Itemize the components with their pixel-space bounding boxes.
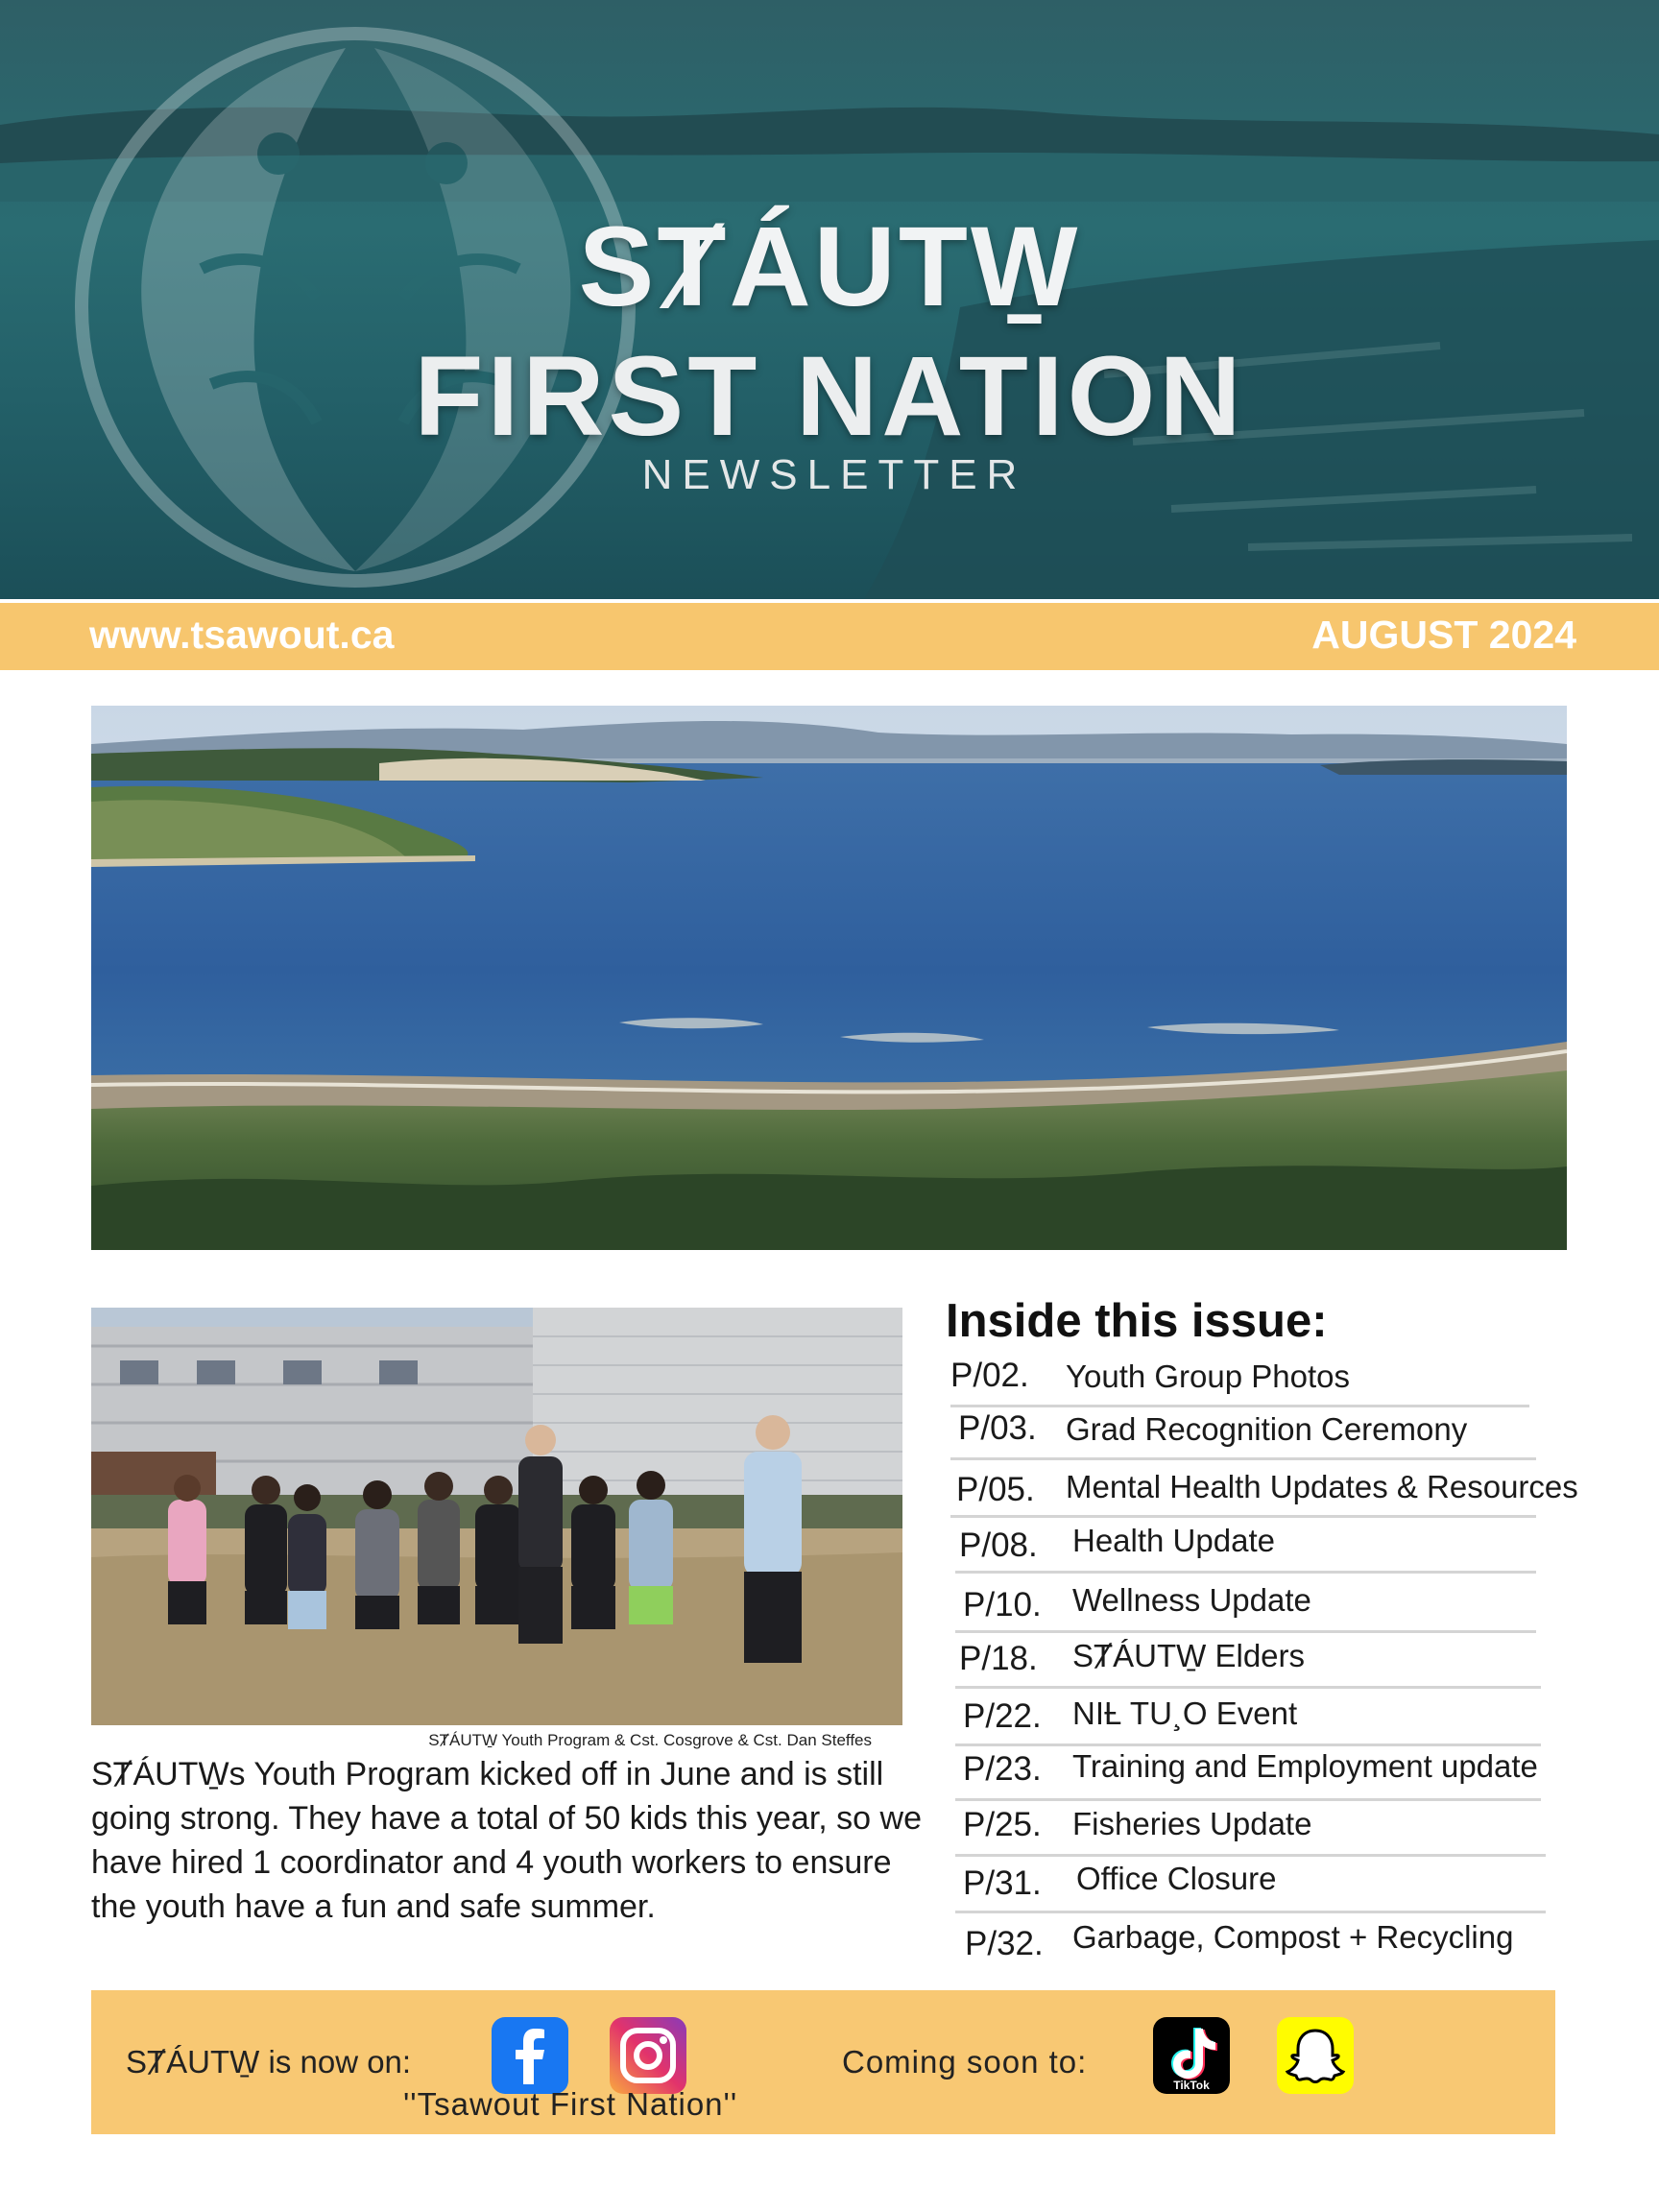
toc-page-number: P/22. [963, 1697, 1042, 1735]
date-bar [0, 603, 1659, 670]
toc-page-number: P/02. [950, 1357, 1029, 1394]
photo-caption: SȾÁUTW̱ Youth Program & Cst. Cosgrove & Cst. Dan Steffes [428, 1731, 872, 1749]
toc-page-number: P/31. [963, 1864, 1042, 1902]
toc-item-title: Wellness Update [1072, 1582, 1311, 1618]
toc-item-title: Mental Health Updates & Resources [1066, 1469, 1578, 1504]
coastline-photo [91, 706, 1567, 1250]
toc-item-title: NIȽ TU¸O Event [1072, 1695, 1298, 1731]
coming-soon-label: Coming soon to: [842, 2044, 1088, 2080]
toc-item-mental-health[interactable] [950, 1459, 1578, 1518]
toc-item-health-update[interactable] [955, 1515, 1536, 1574]
masthead-banner [0, 0, 1659, 599]
toc-page-number: P/32. [965, 1925, 1044, 1962]
toc-page-number: P/25. [963, 1806, 1042, 1843]
toc-item-title: Health Update [1072, 1523, 1275, 1558]
toc-item-title: SȾÁUTW̱ Elders [1072, 1638, 1306, 1673]
toc-item-wellness-update[interactable] [955, 1575, 1536, 1633]
instagram-icon[interactable] [610, 2017, 686, 2094]
toc-item-elders[interactable] [955, 1630, 1541, 1689]
youth-program-story: SȾÁUTW̱s Youth Program kicked off in June and is still going strong. They have a total of 50 kids this year, so we have hired 1 coordinator and 4 youth workers to ensure the youth have a fun and safe summer. [91, 1756, 922, 1925]
toc-page-number: P/10. [963, 1586, 1042, 1623]
toc-heading: Inside this issue: [946, 1295, 1328, 1347]
toc-page-number: P/18. [959, 1640, 1038, 1677]
toc-page-number: P/03. [958, 1409, 1037, 1447]
snapchat-icon[interactable] [1277, 2017, 1354, 2094]
toc-item-office-closure[interactable] [955, 1855, 1546, 1913]
toc-page-number: P/23. [963, 1750, 1042, 1788]
toc-item-title: Garbage, Compost + Recycling [1072, 1919, 1514, 1955]
toc-item-garbage-compost[interactable] [955, 1913, 1546, 1969]
youth-program-photo [91, 1308, 902, 1725]
facebook-handle: ''Tsawout First Nation'' [403, 2086, 738, 2122]
toc-item-title: Office Closure [1076, 1861, 1277, 1896]
now-on-label: SȾÁUTW̱ is now on: [126, 2044, 412, 2080]
social-media-bar [91, 1990, 1555, 2134]
issue-date: AUGUST 2024 [1311, 613, 1576, 657]
toc-item-title: Training and Employment update [1072, 1748, 1538, 1784]
toc-item-title: Fisheries Update [1072, 1806, 1312, 1841]
masthead-title-line1: SȾÁUTW̱ [578, 204, 1081, 330]
toc-item-fisheries-update[interactable] [955, 1798, 1546, 1857]
toc-item-youth-group-photos[interactable] [950, 1349, 1529, 1407]
toc-item-nil-tuo-event[interactable] [955, 1688, 1541, 1746]
toc-item-title: Grad Recognition Ceremony [1066, 1411, 1468, 1447]
facebook-icon[interactable] [492, 2017, 568, 2094]
masthead-subtitle: NEWSLETTER [641, 451, 1027, 498]
tiktok-label: TikTok [1173, 2079, 1210, 2092]
website-link[interactable]: www.tsawout.ca [89, 613, 395, 657]
toc-item-training-employment[interactable] [955, 1743, 1541, 1801]
toc-item-grad-recognition[interactable] [950, 1402, 1536, 1460]
tiktok-icon[interactable] [1153, 2017, 1230, 2094]
toc-item-title: Youth Group Photos [1066, 1358, 1351, 1394]
masthead-title-line2: FIRST NATION [414, 333, 1245, 460]
toc-page-number: P/05. [956, 1471, 1035, 1508]
toc-page-number: P/08. [959, 1527, 1038, 1564]
